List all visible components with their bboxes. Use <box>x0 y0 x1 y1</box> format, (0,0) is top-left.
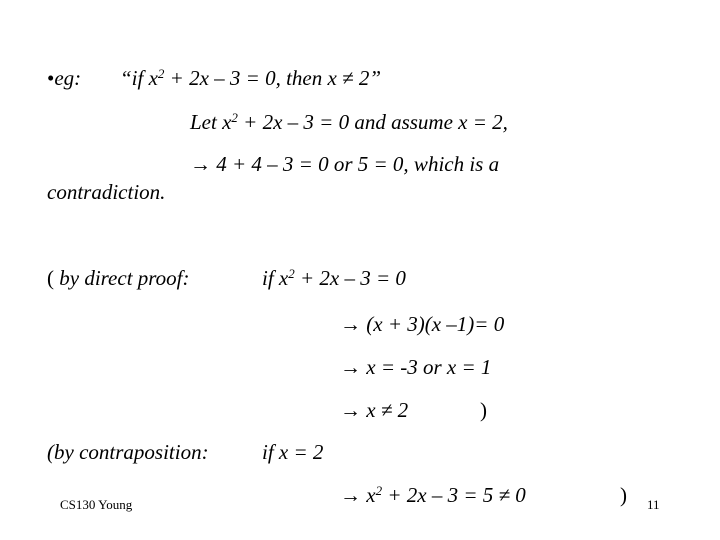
direct-if-line <box>262 268 406 289</box>
footer-course: CS130 Young <box>60 497 133 512</box>
direct-step-3: → x ≠ 2 <box>340 398 409 422</box>
contradiction-text: contradiction. <box>47 180 166 204</box>
contra-step <box>340 485 526 506</box>
statement-open: “if x <box>120 66 158 90</box>
contra-if-line: if x = 2 <box>262 440 324 464</box>
let-line <box>190 112 508 133</box>
direct-step-2: → x = -3 or x = 1 <box>340 355 492 379</box>
direct-proof-label <box>47 268 190 289</box>
let-sup: 2 <box>231 110 238 125</box>
statement-rest: + 2x – 3 = 0, then x ≠ 2” <box>164 66 382 90</box>
implies-line: → 4 + 4 – 3 = 0 or 5 = 0, which is a <box>190 152 500 176</box>
contra-label: (by contraposition: <box>47 440 209 464</box>
eg-line <box>47 68 81 89</box>
contra-step-pre: → x <box>340 483 376 507</box>
let-rest: + 2x – 3 = 0 and assume x = 2, <box>237 110 508 134</box>
let-pre: Let x <box>190 110 232 134</box>
contra-step-rest: + 2x – 3 = 5 ≠ 0 <box>382 483 526 507</box>
direct-open-paren: ( <box>47 266 54 290</box>
direct-if-sup: 2 <box>288 266 295 281</box>
statement <box>120 68 381 89</box>
eg-label: eg: <box>54 66 82 90</box>
direct-close-paren: ) <box>480 398 487 422</box>
contra-step-sup: 2 <box>375 483 383 498</box>
bullet-icon: • <box>47 66 55 90</box>
statement-sup: 2 <box>157 66 165 81</box>
direct-if-pre: if x <box>262 266 289 290</box>
page-number: 11 <box>647 497 660 512</box>
direct-label: by direct proof: <box>54 266 190 290</box>
contra-close-paren: ) <box>620 483 627 507</box>
direct-step-1: → (x + 3)(x –1)= 0 <box>340 312 505 336</box>
direct-if-rest: + 2x – 3 = 0 <box>294 266 406 290</box>
